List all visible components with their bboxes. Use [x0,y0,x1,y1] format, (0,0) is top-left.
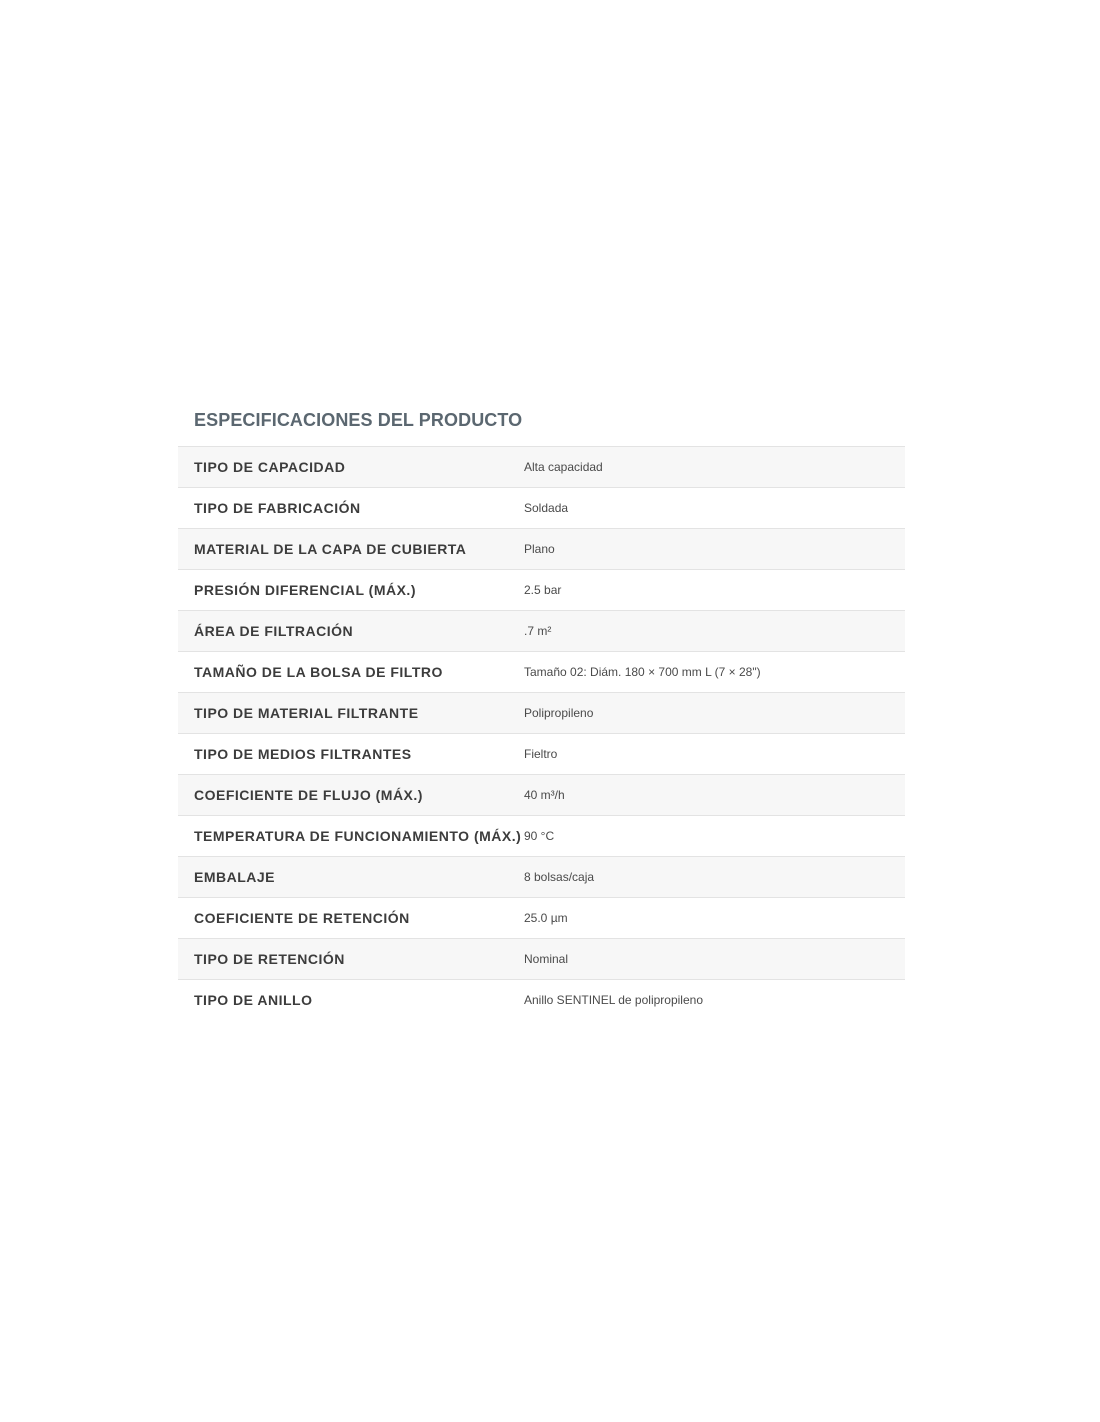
spec-label: COEFICIENTE DE RETENCIÓN [178,898,524,939]
spec-value: 8 bolsas/caja [524,857,905,898]
product-specifications [178,396,905,1021]
spec-value: 40 m³/h [524,775,905,816]
table-row [178,529,905,570]
spec-value: Nominal [524,939,905,980]
table-row [178,652,905,693]
spec-label: TIPO DE MEDIOS FILTRANTES [178,734,524,775]
table-row [178,734,905,775]
table-row [178,898,905,939]
table-row [178,570,905,611]
table-row [178,939,905,980]
spec-value: Plano [524,529,905,570]
spec-label: PRESIÓN DIFERENCIAL (MÁX.) [178,570,524,611]
spec-label: ÁREA DE FILTRACIÓN [178,611,524,652]
spec-label: TIPO DE RETENCIÓN [178,939,524,980]
spec-value: Fieltro [524,734,905,775]
table-row [178,775,905,816]
spec-label: COEFICIENTE DE FLUJO (MÁX.) [178,775,524,816]
spec-value: Alta capacidad [524,460,603,474]
spec-value: Tamaño 02: Diám. 180 × 700 mm L (7 × 28") [524,652,905,693]
spec-label: TAMAÑO DE LA BOLSA DE FILTRO [178,652,524,693]
spec-label: TEMPERATURA DE FUNCIONAMIENTO (MÁX.) [178,816,524,857]
spec-value: 2.5 bar [524,570,905,611]
spec-label: TIPO DE ANILLO [178,980,524,1021]
spec-label: MATERIAL DE LA CAPA DE CUBIERTA [178,529,524,570]
spec-value: Soldada [524,488,905,529]
specs-table [178,446,905,1021]
table-row [178,488,905,529]
table-row [178,693,905,734]
specs-title: ESPECIFICACIONES DEL PRODUCTO [194,410,523,430]
table-row [178,611,905,652]
spec-value: Anillo SENTINEL de polipropileno [524,980,905,1021]
spec-value: 90 °C [524,816,905,857]
table-row [178,980,905,1021]
spec-label: EMBALAJE [178,857,524,898]
spec-value: .7 m² [524,611,905,652]
spec-value: 25.0 µm [524,898,905,939]
spec-label: TIPO DE MATERIAL FILTRANTE [178,693,524,734]
table-row [178,857,905,898]
spec-label: TIPO DE CAPACIDAD [194,459,346,475]
spec-label: TIPO DE FABRICACIÓN [178,488,524,529]
table-row [178,447,905,488]
spec-value: Polipropileno [524,693,905,734]
table-row [178,816,905,857]
